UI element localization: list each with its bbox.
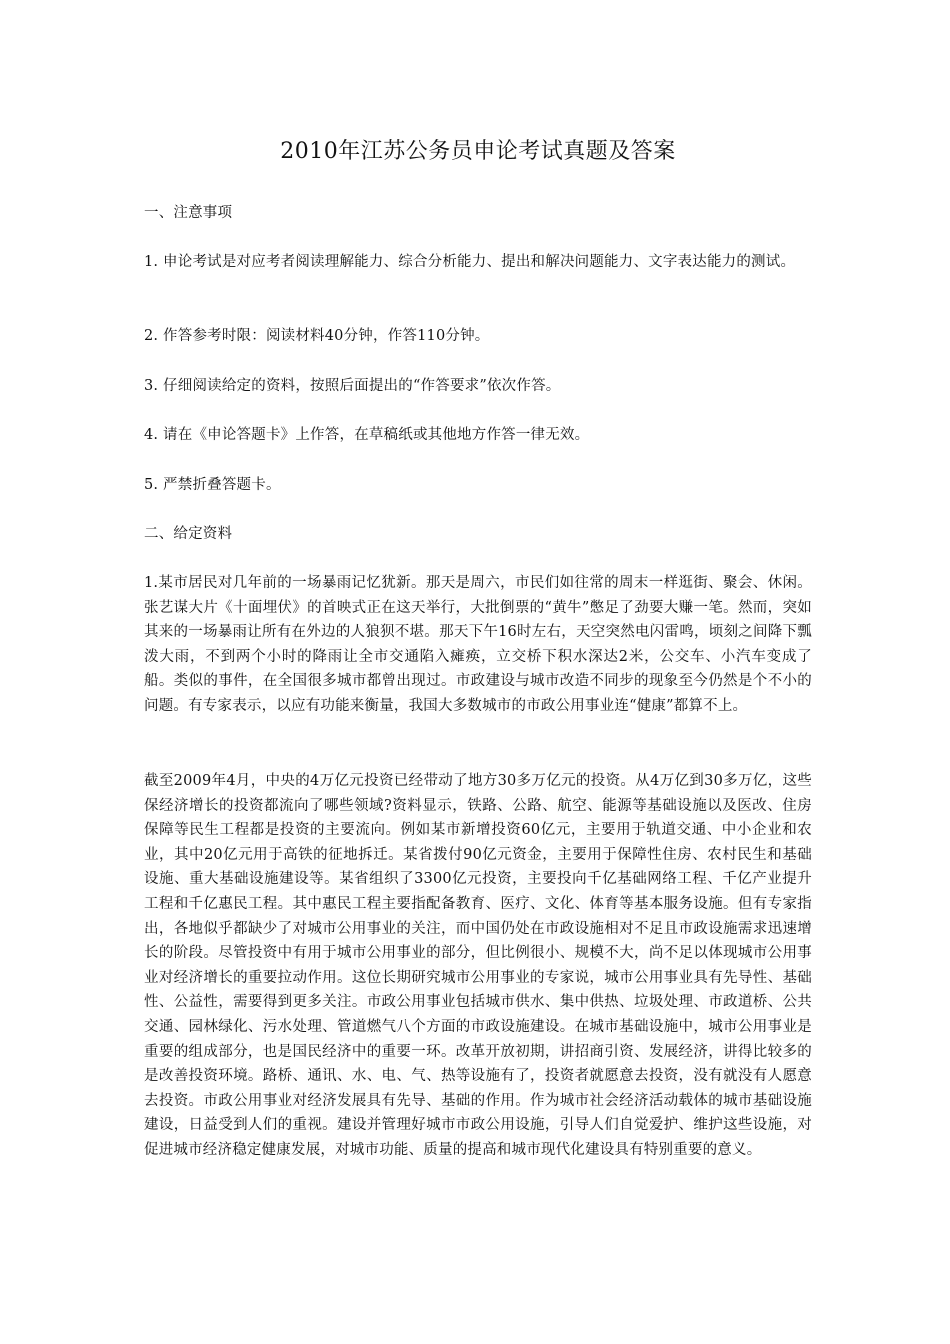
note-item: 1. 申论考试是对应考者阅读理解能力、综合分析能力、提出和解决问题能力、文字表达能力的测试。 bbox=[144, 254, 796, 270]
material-paragraph: 截至2009年4月，中央的4万亿元投资已经带动了地方30多万亿元的投资。从4万亿到30多万亿，这些保经济增长的投资都流向了哪些领域?资料显示，铁路、公路、航空、能源等基础设施以及医改、住房保障等民生工程都是投资的主要流向。例如某市新增投资60亿元，主要用于轨道交通、中小企业和农业，其中20亿元用于高铁的征地拆迁。某省拨付90亿元资金，主要用于保障性住房、农村民生和基础设施、重大基础设施建设等。某省组织了3300亿元投资，主要投向千亿基础网络工程、千亿产业提升工程和千亿惠民工程。其中惠民工程主要指配备教育、医疗、文化、体育等基本服务设施。但有专家指出，各地似乎都缺少了对城市公用事业的关注，而中国仍处在市政设施相对不足且市政设施需求迅速增长的阶段。尽管投资中有用于城市公用事业的部分，但比例很小、规模不大，尚不足以体现城市公用事业对经济增长的重要拉动作用。这位长期研究城市公用事业的专家说，城市公用事业具有先导性、基础性、公益性，需要得到更多关注。市政公用事业包括城市供水、集中供热、垃圾处理、市政道桥、公共交通、园林绿化、污水处理、管道燃气八个方面的市政设施建设。在城市基础设施中，城市公用事业是重要的组成部分，也是国民经济中的重要一环。改革开放初期，讲招商引资、发展经济，讲得比较多的是改善投资环境。路桥、通讯、水、电、气、热等设施有了，投资者就愿意去投资，没有就没有人愿意去投资。市政公用事业对经济发展具有先导、基础的作用。作为城市社会经济活动载体的城市基础设施建设，日益受到人们的重视。建设并管理好城市市政公用设施，引导人们自觉爱护、维护这些设施，对促进城市经济稳定健康发展，对城市功能、质量的提高和城市现代化建设具有特别重要的意义。 bbox=[144, 773, 812, 1158]
document-title: 2010年江苏公务员申论考试真题及答案 bbox=[280, 139, 676, 164]
note-item: 4. 请在《申论答题卡》上作答，在草稿纸或其他地方作答一律无效。 bbox=[144, 427, 590, 443]
note-item: 5. 严禁折叠答题卡。 bbox=[144, 477, 281, 493]
section-heading-materials: 二、给定资料 bbox=[144, 526, 233, 542]
note-item: 2. 作答参考时限：阅读材料40分钟，作答110分钟。 bbox=[144, 328, 490, 344]
note-item: 3. 仔细阅读给定的资料，按照后面提出的“作答要求”依次作答。 bbox=[144, 378, 561, 394]
material-paragraph: 1.某市居民对几年前的一场暴雨记忆犹新。那天是周六，市民们如往常的周末一样逛街、聚会、休闲。张艺谋大片《十面埋伏》的首映式正在这天举行，大批倒票的“黄牛”憋足了劲要大赚一笔。然而，突如其来的一场暴雨让所有在外边的人狼狈不堪。那天下午16时左右，天空突然电闪雷鸣，顷刻之间降下瓢泼大雨，不到两个小时的降雨让全市交通陷入瘫痪，立交桥下积水深达2米，公交车、小汽车变成了船。类似的事件，在全国很多城市都曾出现过。市政建设与城市改造不同步的现象至今仍然是个不小的问题。有专家表示，以应有功能来衡量，我国大多数城市的市政公用事业连“健康”都算不上。 bbox=[144, 575, 812, 714]
section-heading-notes: 一、注意事项 bbox=[144, 205, 233, 221]
